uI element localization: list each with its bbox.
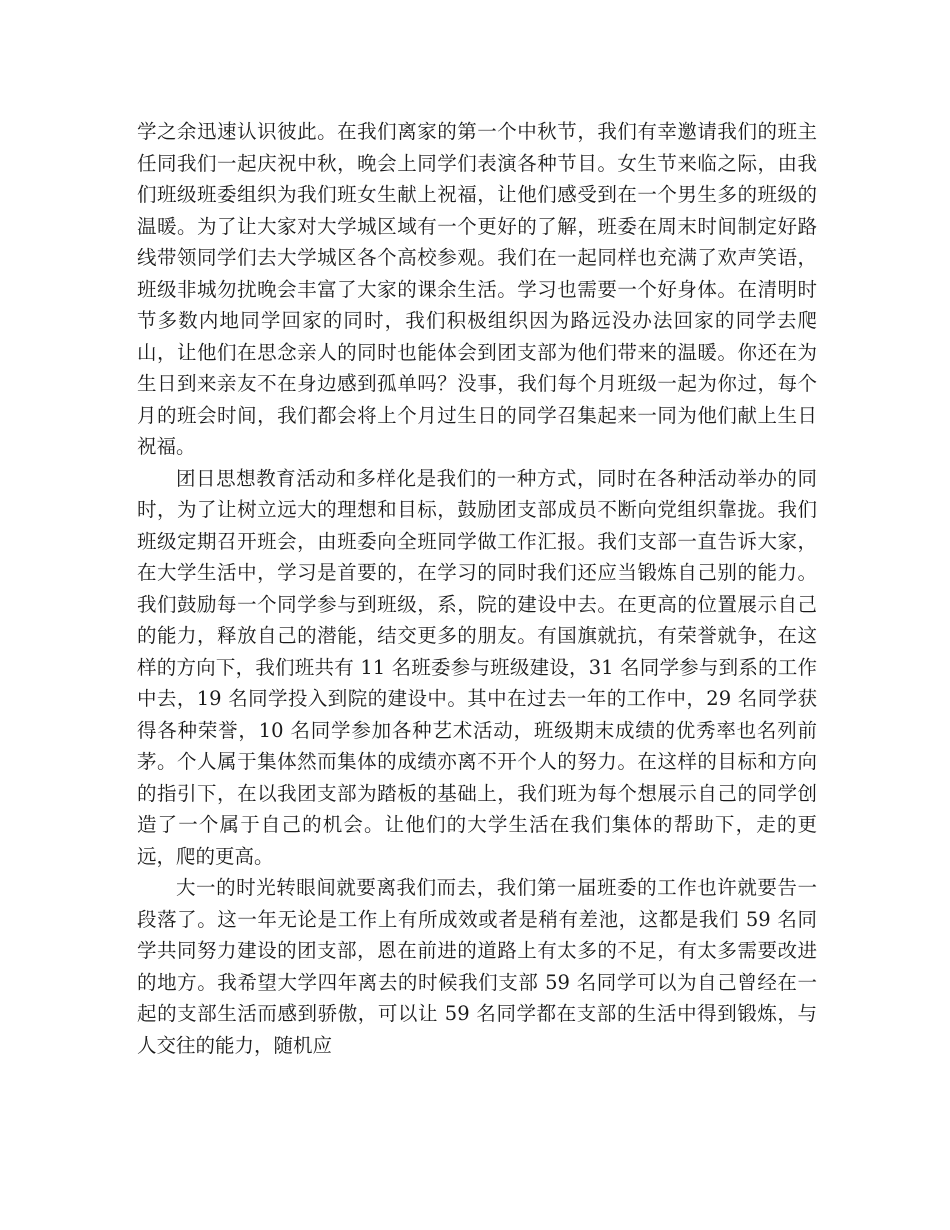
paragraph-2: 团日思想教育活动和多样化是我们的一种方式，同时在各种活动举办的同时，为了让树立远大的理想和目标，鼓励团支部成员不断向党组织靠拢。我们班级定期召开班会，由班委向全班同学做工作汇报。我们支部一直告诉大家，在大学生活中，学习是首要的，在学习的同时我们还应当锻炼自己别的能力。我们鼓励每一个同学参与到班级，系，院的建设中去。在更高的位置展示自己的能力，释放自己的潜能，结交更多的朋友。有国旗就抗，有荣誉就争，在这样的方向下，我们班共有 11 名班委参与班级建设，31 名同学参与到系的工作中去，19 名同学投入到院的建设中。其中在过去一年的工作中，29 名同学获得各种荣誉，10 名同学参加各种艺术活动，班级期末成绩的优秀率也名列前茅。个人属于集体然而集体的成绩亦离不开个人的努力。在这样的目标和方向的指引下，在以我团支部为踏板的基础上，我们班为每个想展示自己的同学创造了一个属于自己的机会。让他们的大学生活在我们集体的帮助下，走的更远，爬的更高。 [137,466,817,868]
paragraph-1: 学之余迅速认识彼此。在我们离家的第一个中秋节，我们有幸邀请我们的班主任同我们一起庆祝中秋，晚会上同学们表演各种节目。女生节来临之际，由我们班级班委组织为我们班女生献上祝福，让他们感受到在一个男生多的班级的温暖。为了让大家对大学城区域有一个更好的了解，班委在周末时间制定好路线带领同学们去大学城区各个高校参观。我们在一起同样也充满了欢声笑语，班级非城勿扰晚会丰富了大家的课余生活。学习也需要一个好身体。在清明时节多数内地同学回家的同时，我们积极组织因为路远没办法回家的同学去爬山，让他们在思念亲人的同时也能体会到团支部为他们带来的温暖。你还在为生日到来亲友不在身边感到孤单吗？没事，我们每个月班级一起为你过，每个月的班会时间，我们都会将上个月过生日的同学召集起来一同为他们献上生日祝福。 [137,120,817,458]
document-body [137,116,817,1061]
paragraph-3: 大一的时光转眼间就要离我们而去，我们第一届班委的工作也许就要告一段落了。这一年无论是工作上有所成效或者是稍有差池，这都是我们 59 名同学共同努力建设的团支部，恩在前进的道路上有太多的不足，有太多需要改进的地方。我希望大学四年离去的时候我们支部 59 名同学可以为自己曾经在一起的支部生活而感到骄傲，可以让 59 名同学都在支部的生活中得到锻炼，与人交往的能力，随机应 [137,876,817,1057]
